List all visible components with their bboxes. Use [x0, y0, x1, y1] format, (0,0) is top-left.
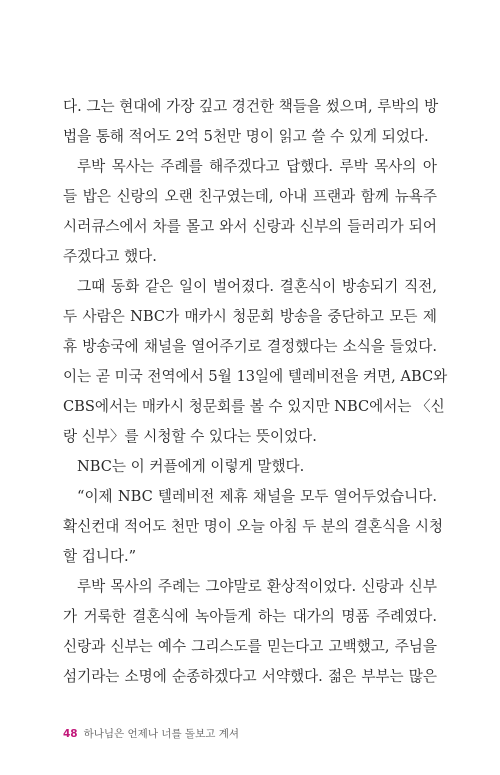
body-line: 신랑과 신부는 예수 그리스도를 믿는다고 고백했고, 주님을 [63, 638, 437, 655]
body-line: “이제 NBC 텔레비전 제휴 채널을 모두 열어두었습니다. [77, 488, 437, 505]
body-line: 그때 동화 같은 일이 벌어졌다. 결혼식이 방송되기 직전, [77, 278, 437, 295]
body-line: 들 밥은 신랑의 오랜 친구였는데, 아내 프랜과 함께 뉴욕주 [63, 188, 437, 205]
body-line: 휴 방송국에 채널을 열어주기로 결정했다는 소식을 들었다. [63, 338, 437, 355]
book-title: 하나님은 언제나 너를 돌보고 계셔 [83, 728, 239, 740]
body-line: 가 거룩한 결혼식에 녹아들게 하는 대가의 명품 주례였다. [63, 608, 437, 625]
body-line: 확신컨대 적어도 천만 명이 오늘 아침 두 분의 결혼식을 시청 [63, 518, 444, 535]
body-line: 이는 곧 미국 전역에서 5월 13일에 텔레비전을 켜면, ABC와 [63, 368, 448, 385]
page-footer [63, 726, 239, 741]
body-line: 랑 신부〉를 시청할 수 있다는 뜻이었다. [63, 428, 317, 445]
page-number: 48 [63, 728, 78, 740]
page-body [63, 92, 448, 692]
body-line: NBC는 이 커플에게 이렇게 말했다. [77, 458, 305, 475]
body-line: 루박 목사의 주례는 그야말로 환상적이었다. 신랑과 신부 [77, 578, 437, 595]
body-line: CBS에서는 매카시 청문회를 볼 수 있지만 NBC에서는 〈신 [63, 398, 445, 415]
body-line: 루박 목사는 주례를 해주겠다고 답했다. 루박 목사의 아 [77, 158, 437, 175]
body-line: 할 겁니다.” [63, 548, 137, 565]
body-line: 법을 통해 적어도 2억 5천만 명이 읽고 쓸 수 있게 되었다. [63, 128, 429, 145]
body-line: 시러큐스에서 차를 몰고 와서 신랑과 신부의 들러리가 되어 [63, 218, 437, 235]
body-line: 두 사람은 NBC가 매카시 청문회 방송을 중단하고 모든 제 [63, 308, 437, 325]
body-line: 섬기라는 소명에 순종하겠다고 서약했다. 젊은 부부는 많은 [63, 668, 437, 685]
body-line: 주겠다고 했다. [63, 248, 157, 265]
body-line: 다. 그는 현대에 가장 깊고 경건한 책들을 썼으며, 루박의 방 [63, 98, 439, 115]
